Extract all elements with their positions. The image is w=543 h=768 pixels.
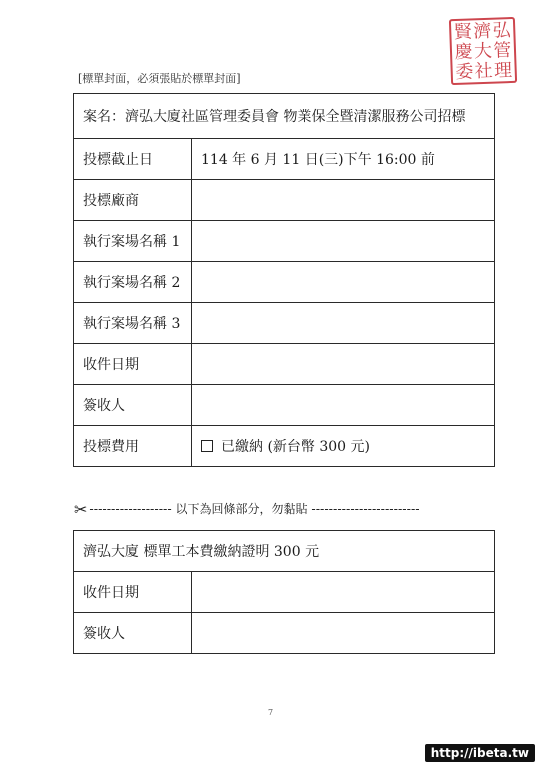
seal-char: 弘 <box>492 20 511 42</box>
seal-char: 濟 <box>472 20 492 43</box>
deadline-value: 114 年 6 月 11 日(三)下午 16:00 前 <box>192 139 495 180</box>
stub-receipt-date-field[interactable] <box>192 572 495 613</box>
stub-title: 濟弘大廈 標單工本費繳納證明 300 元 <box>74 531 495 572</box>
fee-cell <box>192 426 495 467</box>
table-row <box>74 426 495 467</box>
cut-line <box>74 500 494 519</box>
site-2-field[interactable] <box>192 262 495 303</box>
page-number: 7 <box>268 708 274 717</box>
row-label: 投標費用 <box>74 426 192 467</box>
seal-char: 慶 <box>454 41 474 63</box>
seal-char: 社 <box>474 60 494 83</box>
case-title: 案名：濟弘大廈社區管理委員會 物業保全暨清潔服務公司招標 <box>74 94 495 139</box>
table-row <box>74 262 495 303</box>
row-label: 執行案場名稱 1 <box>74 221 192 262</box>
row-label: 投標廠商 <box>74 180 192 221</box>
site-3-field[interactable] <box>192 303 495 344</box>
cut-line-dashes-left: ------------------- <box>89 502 172 516</box>
cover-instruction: [標單封面，必須張貼於標單封面] <box>78 72 241 85</box>
tender-cover-table <box>73 93 495 467</box>
scissors-icon: ✂ <box>74 500 88 519</box>
receipt-date-field[interactable] <box>192 344 495 385</box>
seal-char: 大 <box>473 40 493 63</box>
receipt-stub-table <box>73 530 495 654</box>
table-row <box>74 303 495 344</box>
table-row <box>74 613 495 654</box>
stub-signer-field[interactable] <box>192 613 495 654</box>
fee-paid-label: 已繳納 (新台幣 300 元) <box>221 439 370 455</box>
cut-line-dashes-right: ------------------------- <box>311 502 420 516</box>
stub-title-row <box>74 531 495 572</box>
row-label: 收件日期 <box>74 344 192 385</box>
table-row <box>74 572 495 613</box>
row-label: 簽收人 <box>74 385 192 426</box>
bidder-field[interactable] <box>192 180 495 221</box>
site-1-field[interactable] <box>192 221 495 262</box>
seal-char: 理 <box>493 60 513 82</box>
table-row <box>74 221 495 262</box>
official-seal <box>449 17 517 85</box>
row-label: 投標截止日 <box>74 139 192 180</box>
row-label: 執行案場名稱 2 <box>74 262 192 303</box>
table-row <box>74 139 495 180</box>
site-watermark: http://ibeta.tw <box>425 744 535 762</box>
table-row <box>74 385 495 426</box>
cut-line-text: 以下為回條部分，勿黏貼 <box>175 502 308 516</box>
case-title-row <box>74 94 495 139</box>
signer-field[interactable] <box>192 385 495 426</box>
row-label: 簽收人 <box>74 613 192 654</box>
seal-char: 賢 <box>453 21 473 43</box>
seal-char: 委 <box>455 61 474 83</box>
table-row <box>74 344 495 385</box>
row-label: 執行案場名稱 3 <box>74 303 192 344</box>
fee-paid-checkbox[interactable] <box>201 440 213 452</box>
table-row <box>74 180 495 221</box>
row-label: 收件日期 <box>74 572 192 613</box>
seal-char: 管 <box>492 40 512 62</box>
